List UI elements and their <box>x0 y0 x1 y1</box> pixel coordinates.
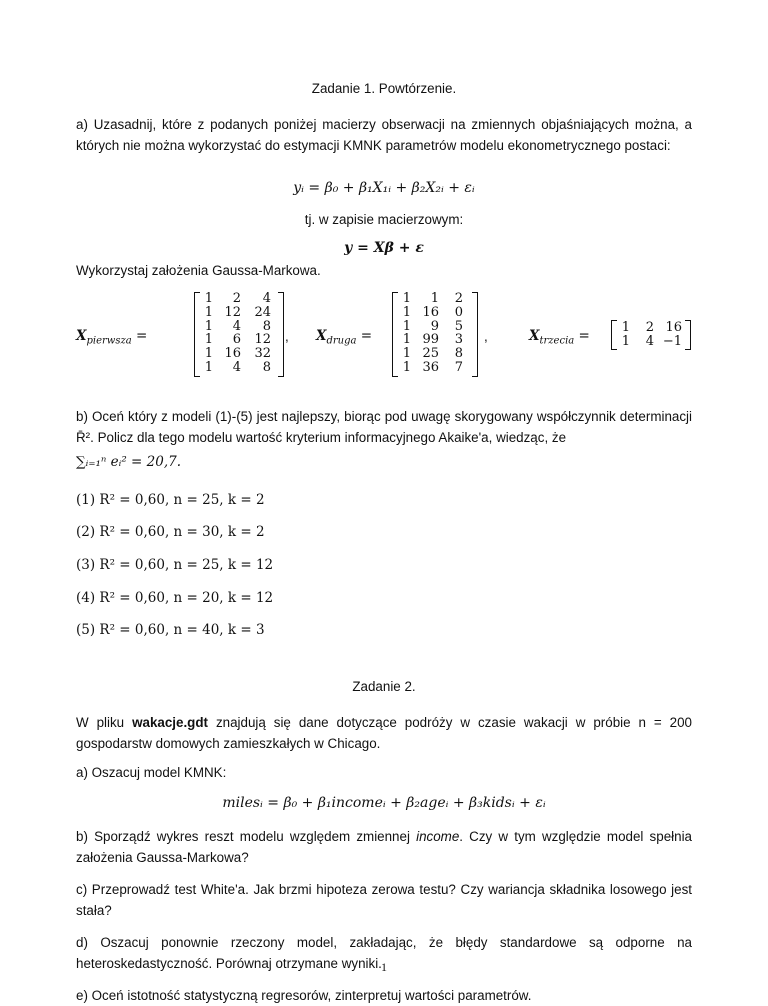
matrix-subscript: trzecia <box>539 335 575 347</box>
matrix-cell: 1 <box>621 320 630 335</box>
task2-intro-text: W pliku <box>76 715 133 730</box>
task1-sum-residuals: ∑ᵢ₌₁ⁿ eᵢ² = 20,7. <box>76 454 182 470</box>
matrix-label-trzecia: $X_{trzecia}$ = <box>529 328 590 347</box>
matrix-cell: 1 <box>204 318 213 334</box>
matrix-cell: 1 <box>204 359 213 375</box>
matrix-cell: −1 <box>662 333 682 349</box>
matrix-row <box>199 347 279 361</box>
model-item-5: (5) R² = 0,60, n = 40, k = 3 <box>76 622 265 638</box>
matrix-row <box>199 320 279 334</box>
matrix-symbol: X <box>76 328 87 344</box>
task1-model-equation: yᵢ = β₀ + β₁X₁ᵢ + β₂X₂ᵢ + εᵢ <box>293 180 475 196</box>
task1-part-a: a) Uzasadnij, które z podanych poniżej macierzy obserwacji na zmiennych objaśniających można, a których nie można wykorzystać do estymacji KMNK parametrów modelu ekonometrycznego postaci: <box>76 117 692 153</box>
matrix-cell: 1 <box>204 291 213 306</box>
matrix-cell: 4 <box>645 333 654 349</box>
task1-part-b: b) Oceń który z modeli (1)-(5) jest najlepszy, biorąc pod uwagę skorygowany współczynnik determinacji R̄². Policz dla tego modelu wartość kryterium informacyjnego Akaike'a, wiedząc, że <box>76 409 692 445</box>
matrix-row <box>199 292 279 306</box>
matrix-cell: 5 <box>454 318 463 334</box>
model-item-1: (1) R² = 0,60, n = 25, k = 2 <box>76 492 265 508</box>
matrix-row <box>199 361 279 375</box>
matrix-row <box>397 306 473 320</box>
matrix-cell: 1 <box>402 346 411 362</box>
matrix-cell: 8 <box>454 346 463 362</box>
matrix-label-druga: $X_{druga}$ = <box>316 328 373 347</box>
matrix-cell: 2 <box>645 320 654 335</box>
matrix-druga <box>392 292 478 377</box>
task2-variable-income: income <box>416 829 460 844</box>
matrix-cell: 24 <box>254 304 271 320</box>
matrix-cell: 99 <box>422 332 439 348</box>
matrix-cell: 16 <box>224 346 241 362</box>
matrix-row <box>397 320 473 334</box>
matrix-cell: 36 <box>422 359 439 375</box>
matrix-separator: , <box>484 329 488 344</box>
matrix-cell: 7 <box>454 359 463 375</box>
matrix-symbol: X <box>529 328 540 344</box>
matrix-symbol: X <box>316 328 327 344</box>
matrix-cell: 4 <box>232 318 241 334</box>
matrix-cell: 16 <box>422 304 439 320</box>
matrix-cell: 1 <box>204 304 213 320</box>
matrix-cell: 25 <box>422 346 439 362</box>
matrix-cell: 8 <box>262 318 271 334</box>
task2-part-b <box>76 826 692 868</box>
task2-part-a: a) Oszacuj model KMNK: <box>76 765 227 780</box>
model-item-4: (4) R² = 0,60, n = 20, k = 12 <box>76 590 274 606</box>
matrix-row <box>616 321 686 335</box>
task2-part-d: d) Oszacuj ponownie rzeczony model, zakładając, że błędy standardowe są odporne na heteroskedastyczność. Porównaj otrzymane wyniki. <box>76 935 692 971</box>
matrix-subscript: druga <box>326 335 357 347</box>
matrix-row <box>397 333 473 347</box>
task1-matrix-intro: tj. w zapisie macierzowym: <box>304 212 464 227</box>
matrix-separator: , <box>285 329 289 344</box>
matrix-body <box>397 292 473 375</box>
matrix-cell: 6 <box>232 332 241 348</box>
matrix-cell: 16 <box>665 320 682 335</box>
matrix-cell: 3 <box>454 332 463 348</box>
matrix-cell: 2 <box>454 291 463 306</box>
matrix-cell: 1 <box>402 332 411 348</box>
matrix-cell: 1 <box>621 333 630 349</box>
matrix-cell: 1 <box>204 332 213 348</box>
matrix-row <box>199 306 279 320</box>
task2-intro <box>76 712 692 754</box>
matrix-label-pierwsza: $X_{pierwsza}$ = <box>76 328 148 347</box>
matrix-row <box>199 333 279 347</box>
matrix-subscript: pierwsza <box>86 335 132 347</box>
task2-part-e: e) Oceń istotność statystyczną regresorów, zinterpretuj wartości parametrów. <box>76 988 532 1003</box>
task2-model-equation: milesᵢ = β₀ + β₁incomeᵢ + β₂ageᵢ + β₃kidsᵢ + εᵢ <box>222 795 546 811</box>
page-number: 1 <box>381 960 387 974</box>
matrix-row <box>616 335 686 349</box>
matrix-cell: 9 <box>430 318 439 334</box>
model-item-2: (2) R² = 0,60, n = 30, k = 2 <box>76 524 265 540</box>
matrix-body <box>199 292 279 375</box>
matrix-trzecia <box>611 320 691 350</box>
matrix-cell: 2 <box>232 291 241 306</box>
task2-part-b-text: . Czy w tym względzie model spełnia założenia Gaussa-Markowa? <box>76 829 692 865</box>
task1-matrix-equation: y = Xβ + ε <box>344 240 424 256</box>
matrix-cell: 8 <box>262 359 271 375</box>
matrix-body <box>616 321 686 349</box>
matrix-cell: 1 <box>402 291 411 306</box>
matrix-cell: 4 <box>262 291 271 306</box>
task2-file-name: wakacje.gdt <box>132 715 208 730</box>
task2-title: Zadanie 2. <box>352 679 416 694</box>
task1-title: Zadanie 1. Powtórzenie. <box>311 81 457 96</box>
task1-gauss-markov-note: Wykorzystaj założenia Gaussa-Markowa. <box>76 263 321 278</box>
model-item-3: (3) R² = 0,60, n = 25, k = 12 <box>76 557 274 573</box>
matrix-cell: 1 <box>402 304 411 320</box>
matrix-cell: 4 <box>232 359 241 375</box>
matrix-cell: 1 <box>430 291 439 306</box>
matrix-cell: 32 <box>254 346 271 362</box>
matrix-cell: 1 <box>402 359 411 375</box>
matrix-pierwsza <box>194 292 284 377</box>
matrix-cell: 12 <box>254 332 271 348</box>
matrix-cell: 1 <box>204 346 213 362</box>
matrix-cell: 0 <box>454 304 463 320</box>
matrix-row <box>397 347 473 361</box>
matrix-cell: 12 <box>224 304 241 320</box>
matrix-row <box>397 292 473 306</box>
task2-intro-text: znajdują się dane dotyczące podróży w czasie wakacji w próbie n = 200 gospodarstw domowych zamieszkałych w Chicago. <box>76 715 692 751</box>
task2-part-b-text: b) Sporządź wykres reszt modelu względem zmiennej <box>76 829 417 844</box>
matrix-row <box>397 361 473 375</box>
task2-part-c: c) Przeprowadź test White'a. Jak brzmi hipoteza zerowa testu? Czy wariancja składnika losowego jest stała? <box>76 882 692 918</box>
matrix-cell: 1 <box>402 318 411 334</box>
